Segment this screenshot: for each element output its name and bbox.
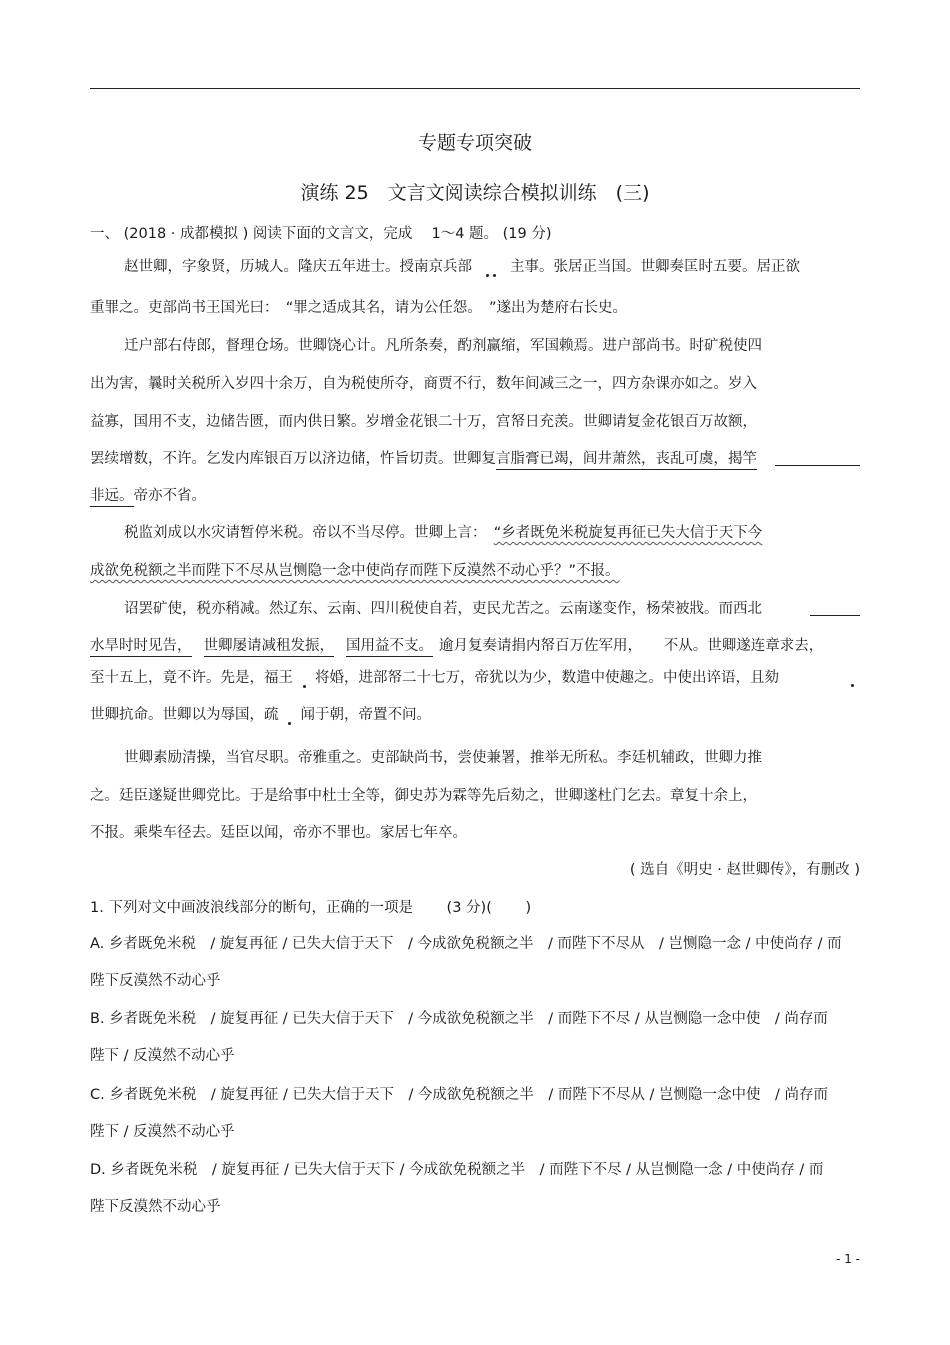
wavy-underlined-text: 成欲免税额之半而陛下不尽从岂恻隐一念中使尚存而陛下反漠然不动心乎？”不报。 [90,563,620,579]
passage-line: 至十五上，竟不许。先是，福王 将婚，进部帑二十七万，帝犹以为少，数遣中使趣之。中使出谇语，且劾 [90,670,779,686]
emphasis-dot [486,274,489,277]
source-citation: ( 选自《明史 · 赵世卿传》，有删改 ) [629,862,860,878]
option-a-cont: 陛下反漠然不动心乎 [90,973,221,989]
passage-line: 重罪之。吏部尚书王国光曰： “罪之适成其名，请为公任怨。 ”遂出为楚府右长史。 [90,300,628,316]
passage-line: 出为害，曩时关税所入岁四十余万，自为税使所夺，商贾不行，数年间减三之一，四方杂课亦如之。岁入 [90,376,757,392]
underlined-text: 言脂膏已竭，闾井萧然，丧乱可虞，揭竿 [496,451,757,470]
page-subtitle: 演练 25 文言文阅读综合模拟训练 (三) [300,182,650,204]
page-number: - 1 - [836,1252,860,1266]
emphasis-dot [851,684,854,687]
underlined-text: 非远。 [90,488,134,507]
passage-line: 赵世卿，字象贤，历城人。隆庆五年进士。授南京兵部 主事。张居正当国。世卿奏匡时五要。居正欲 [124,259,800,275]
passage-line: 之。廷臣遂疑世卿党比。于是给事中杜士全等，御史苏为霖等先后劾之，世卿遂杜门乞去。章复十余上， [90,788,757,804]
underlined-text: 世卿屡请减租发振， [204,638,335,657]
passage-line: 税监刘成以水灾请暂停米税。帝以不当尽停。世卿上言： “乡者既免米税旋复再征已失大信于天下今 [124,525,763,541]
passage-line: 不报。乘柴车径去。廷臣以闻，帝亦不罪也。家居七年卒。 [90,825,467,841]
emphasis-dot [493,274,496,277]
passage-line: 罢续增数，不许。乞发内库银百万以济边储，忤旨切责。世卿复言脂膏已竭，闾井萧然，丧乱可虞，揭竿 [90,449,860,469]
option-d: D. 乡者既免米税 / 旋复再征 / 已失大信于天下 / 今成欲免税额之半 / 而陛下不尽 / 从岂恻隐一念 / 中使尚存 / 而 [90,1162,824,1178]
passage-line: 世卿抗命。世卿以为辱国，疏 闻于朝，帝置不问。 [90,707,431,723]
underlined-text: 国用益不支。 [346,638,433,657]
underline-extension [810,615,860,616]
option-d-cont: 陛下反漠然不动心乎 [90,1199,221,1215]
passage-line: 诏罢矿使，税亦稍减。然辽东、云南、四川税使自若，吏民尤苦之。云南遂变作，杨荣被戕。而西北 [124,601,762,617]
wavy-underlined-text: “乡者既免米税旋复再征已失大信于天下今 [493,525,763,541]
section-intro: 一、 (2018 · 成都模拟 ) 阅读下面的文言文，完成 1～4 题。 (19 分) [90,226,552,242]
passage-line: 非远。帝亦不省。 [90,486,860,506]
passage-line [90,561,860,581]
passage-line: 益寡，国用不支，边储告匮，而内供日繁。岁增金花银二十万，宫帑日充羡。世卿请复金花银百万故额， [90,414,757,430]
option-a: A. 乡者既免米税 / 旋复再征 / 已失大信于天下 / 今成欲免税额之半 / 而陛下不尽从 / 岂恻隐一念 / 中使尚存 / 而 [90,936,842,952]
page-title: 专题专项突破 [417,132,532,154]
option-b-cont: 陛下 / 反漠然不动心乎 [90,1048,235,1064]
underlined-text: 水旱时时见告， [90,638,192,657]
passage-line: 世卿素励清操，当官尽职。帝雅重之。吏部缺尚书，尝使兼署，推举无所私。李廷机辅政，世卿力推 [124,750,762,766]
emphasis-dot [303,685,306,688]
option-c: C. 乡者既免米税 / 旋复再征 / 已失大信于天下 / 今成欲免税额之半 / 而陛下不尽从 / 岂恻隐一念中使 / 尚存而 [90,1087,829,1103]
header-rule [90,88,860,89]
underline-extension [775,465,860,466]
passage-line: 迁户部右侍郎，督理仓场。世卿饶心计。凡所条奏，酌剂赢缩，军国赖焉。进户部尚书。时矿税使四 [124,338,762,354]
option-c-cont: 陛下 / 反漠然不动心乎 [90,1124,235,1140]
question-stem: 1. 下列对文中画波浪线部分的断句，正确的一项是 (3 分)( ) [90,900,532,916]
passage-line: 水旱时时见告， 世卿屡请减租发振， 国用益不支。 逾月复奏请捐内帑百万佐军用， 不从。世卿遂连章求去， [90,636,860,656]
emphasis-dot [288,722,291,725]
option-b: B. 乡者既免米税 / 旋复再征 / 已失大信于天下 / 今成欲免税额之半 / 而陛下不尽 / 从岂恻隐一念中使 / 尚存而 [90,1011,828,1027]
